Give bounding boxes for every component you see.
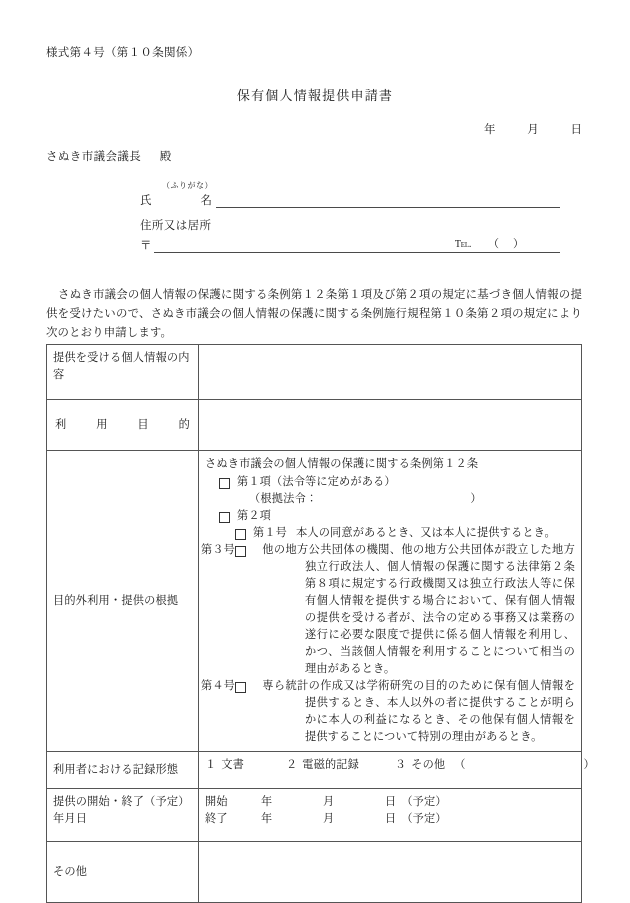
name-label-char-1: 氏 <box>140 194 152 207</box>
checkbox-label-sub-3 <box>201 542 575 678</box>
date-year-label: 年 <box>484 124 496 136</box>
checkbox-item-2[interactable] <box>219 508 575 525</box>
label-purpose <box>47 400 199 451</box>
date-month-label: 月 <box>527 124 539 136</box>
record-option-2-label[interactable]: 電磁的記録 <box>302 759 359 771</box>
tel-paren-close: ） <box>513 237 524 250</box>
checkbox-item-1[interactable] <box>219 474 575 491</box>
checkbox-label-item-2: 第２項 <box>237 510 272 522</box>
sub-4-text: 専ら統計の作成又は学術研究の目的のために保有個人情報を提供するとき、本人以外の者に提供することが明らかに本人の利益になるとき、その他保有個人情報を提供することについて特別の理由があるとき。 <box>262 680 575 743</box>
applicant-block <box>140 182 560 253</box>
name-label <box>140 192 212 208</box>
table-row-grounds <box>47 451 582 752</box>
label-record-form: 利用者における記録形態 <box>47 752 199 789</box>
period-end-planned: （予定） <box>401 813 447 825</box>
addressee-honorific: 殿 <box>159 151 172 163</box>
purpose-char-4: 的 <box>178 418 190 431</box>
name-input-rule[interactable] <box>216 192 560 208</box>
period-start-line[interactable] <box>205 794 575 811</box>
addressee-name: さぬき市議会議長 <box>46 151 142 163</box>
period-start-day: 日 <box>385 796 397 808</box>
record-option-1-number: １ <box>205 759 217 771</box>
name-label-char-2: 名 <box>200 194 212 207</box>
sub-3-text: 他の地方公共団体の機関、他の地方公共団体が設立した地方独立行政法人、個人情報の保護に関する法律第２条第８項に規定する行政機関又は独立行政法人等に保有個人情報を提供する場合において、保有個人情報の提供を受ける者が、法令の定める事務又は業務の遂行に必要な限度で提供に係る個人情報を利用し、かつ、当該個人情報を利用することについて相当の理由があるとき。 <box>262 544 575 675</box>
postal-row <box>140 237 560 253</box>
period-start-year: 年 <box>261 796 273 808</box>
tel-group <box>455 235 524 251</box>
sub-4-block: 第４号 専ら統計の作成又は学術研究の目的のために保有個人情報を提供するとき、本人以外の者に提供することが明らかに本人の利益になるとき、その他保有個人情報を提供することについて特別の理由があるとき。 <box>201 680 575 743</box>
value-other[interactable] <box>199 842 582 903</box>
checkbox-icon[interactable] <box>235 546 246 557</box>
purpose-char-1: 利 <box>55 418 67 431</box>
label-purpose-chars <box>53 417 192 434</box>
table-row-purpose <box>47 400 582 451</box>
checkbox-icon[interactable] <box>219 478 230 489</box>
checkbox-sub-4[interactable] <box>201 678 575 746</box>
table-row-period <box>47 789 582 842</box>
body-paragraph: さぬき市議会の個人情報の保護に関する条例第１２条第１項及び第２項の規定に基づき個人情報の提供を受けたいので、さぬき市議会の個人情報の保護に関する条例施行規程第１０条第２項の規定により次のとおり申請します。 <box>46 289 582 339</box>
date-line <box>484 121 582 137</box>
grounds-heading: さぬき市議会の個人情報の保護に関する条例第１２条 <box>205 458 479 470</box>
purpose-char-3: 目 <box>137 418 149 431</box>
value-grounds <box>199 451 582 752</box>
label-other: その他 <box>47 842 199 903</box>
address-input-rule[interactable] <box>154 237 561 253</box>
table-row-content <box>47 345 582 400</box>
period-end-year: 年 <box>261 813 273 825</box>
tel-paren-open: （ <box>488 237 513 250</box>
record-option-2-number: ２ <box>285 759 298 771</box>
value-record-form <box>199 752 595 789</box>
checkbox-sub-1[interactable] <box>235 525 575 542</box>
label-period-line-1: 提供の開始・終了（予定） <box>53 796 190 808</box>
period-start-planned: （予定） <box>401 796 447 808</box>
sub-3-block: 第３号 他の地方公共団体の機関、他の地方公共団体が設立した地方独立行政法人、個人情報の保護に関する法律第２条第８項に規定する行政機関又は独立行政法人等に保有個人情報を提供する場合において、保有個人情報の提供を受ける者が、法令の定める事務又は業務の遂行に必要な限度で提供に係る個人情報を利用し、かつ、当該個人情報を利用することについて相当の理由があるとき。 <box>201 544 575 675</box>
postal-mark-icon: 〒 <box>140 239 152 252</box>
page-title: 保有個人情報提供申請書 <box>236 88 394 103</box>
basis-law-line[interactable] <box>249 491 575 508</box>
period-end-label: 終了 <box>205 813 228 825</box>
value-content[interactable] <box>199 345 582 400</box>
checkbox-icon[interactable] <box>219 512 230 523</box>
checkbox-label-sub-4 <box>201 678 575 746</box>
period-end-line[interactable] <box>205 811 575 828</box>
purpose-char-2: 用 <box>96 418 108 431</box>
table-row-record-form <box>47 752 582 789</box>
furigana-label: （ふりがな） <box>162 181 213 190</box>
record-other-paren-close: ） <box>583 759 595 771</box>
sub-1-number: 第１号 <box>253 527 288 539</box>
period-start-label: 開始 <box>205 796 228 808</box>
checkbox-label-item-1: 第１項（法令等に定めがある） <box>237 476 396 488</box>
checkbox-icon[interactable] <box>235 529 246 540</box>
checkbox-label-sub-1 <box>253 525 575 542</box>
form-code: 様式第４号（第１０条関係） <box>46 47 200 59</box>
period-end-month: 月 <box>323 813 335 825</box>
period-start-month: 月 <box>323 796 335 808</box>
date-day-label: 日 <box>570 124 582 136</box>
name-row <box>140 192 560 208</box>
application-table <box>46 344 595 903</box>
label-period <box>47 789 199 842</box>
record-option-3-label[interactable]: その他 <box>411 759 446 771</box>
checkbox-sub-3[interactable] <box>201 542 575 678</box>
label-grounds: 目的外利用・提供の根拠 <box>47 451 199 752</box>
label-period-line-2: 年月日 <box>53 813 88 825</box>
record-option-3-number: ３ <box>394 759 407 771</box>
basis-law-close: ） <box>470 493 482 505</box>
table-row-other <box>47 842 582 903</box>
label-content: 提供を受ける個人情報の内容 <box>47 345 199 400</box>
period-end-day: 日 <box>385 813 397 825</box>
record-option-1-label[interactable]: 文書 <box>221 759 245 771</box>
value-purpose[interactable] <box>199 400 582 451</box>
basis-law-open: （根拠法令： <box>249 493 318 505</box>
checkbox-icon[interactable] <box>235 682 246 693</box>
address-label: 住所又は居所 <box>140 219 212 232</box>
record-other-paren-open: （ <box>454 759 466 771</box>
tel-label: Tel. <box>454 238 472 250</box>
record-options <box>205 759 595 771</box>
value-period <box>199 789 582 842</box>
addressee <box>46 148 172 164</box>
sub-1-text: 本人の同意があるとき、又は本人に提供するとき。 <box>296 527 556 539</box>
